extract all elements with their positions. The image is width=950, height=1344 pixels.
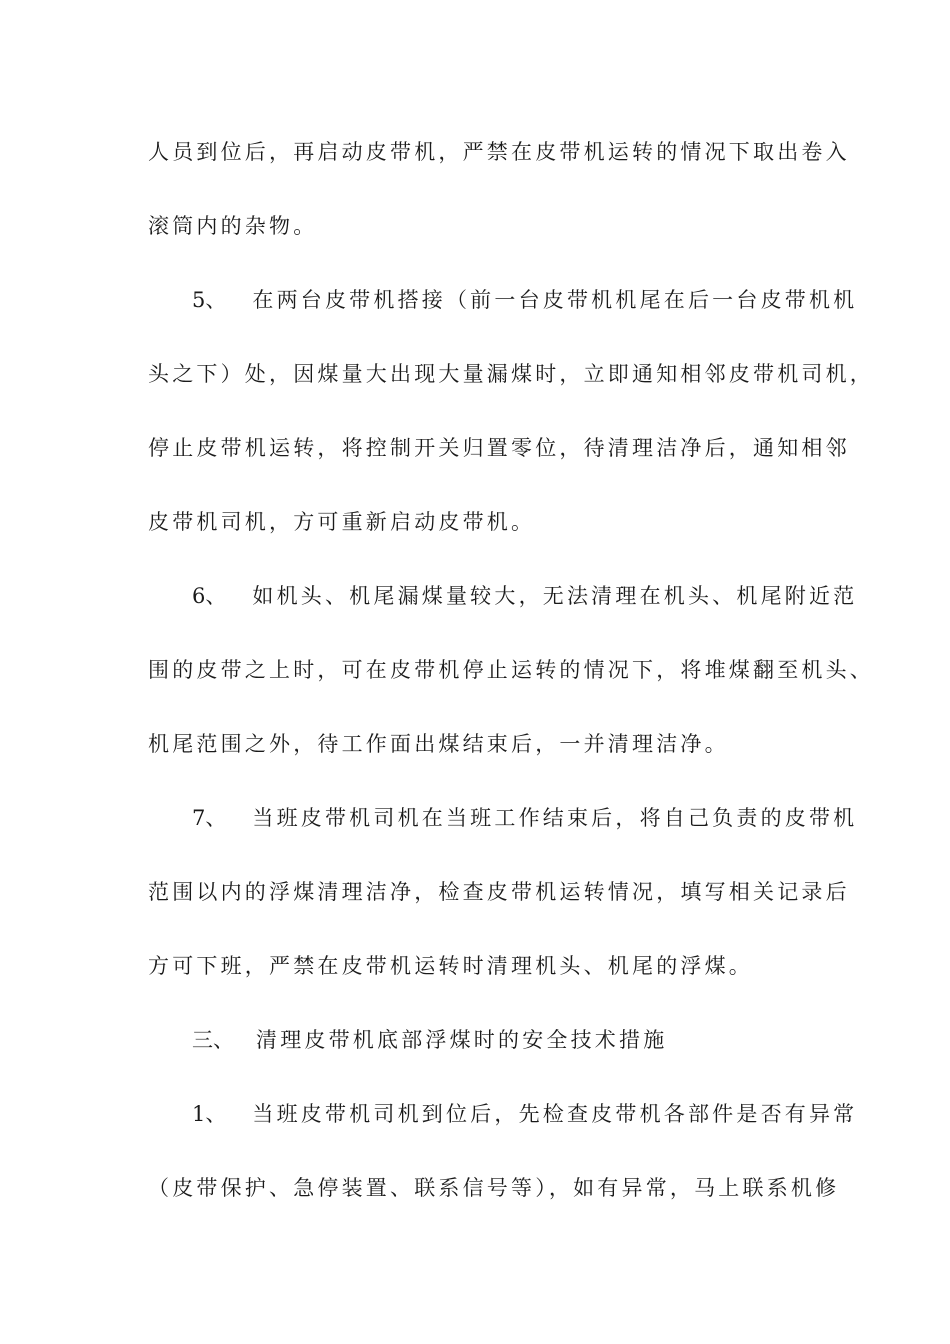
line-text: 滚筒内的杂物。 (148, 214, 318, 238)
paragraph-line (148, 730, 729, 758)
section-number: 三、 (192, 1028, 234, 1052)
line-text: 在两台皮带机搭接（前一台皮带机机尾在后一台皮带机机 (252, 288, 858, 312)
paragraph-line (148, 360, 874, 388)
paragraph-line (148, 952, 753, 980)
line-text: 范围以内的浮煤清理洁净，检查皮带机运转情况，填写相关记录后 (148, 880, 850, 904)
line-text: 头之下）处，因煤量大出现大量漏煤时，立即通知相邻皮带机司机， (148, 362, 874, 386)
list-item-5 (192, 286, 857, 314)
paragraph-line (148, 434, 850, 462)
line-text: 皮带机司机，方可重新启动皮带机。 (148, 510, 536, 534)
list-item-6 (192, 582, 857, 610)
line-text: 方可下班，严禁在皮带机运转时清理机头、机尾的浮煤。 (148, 954, 753, 978)
paragraph-line (148, 878, 850, 906)
list-number: 7、 (192, 806, 227, 830)
paragraph-line (148, 212, 317, 240)
paragraph-line (148, 508, 535, 536)
list-number: 5、 (192, 288, 227, 312)
section-heading (192, 1026, 667, 1054)
list-number: 6、 (192, 584, 227, 608)
paragraph-line (148, 656, 874, 684)
line-text: 人员到位后，再启动皮带机，严禁在皮带机运转的情况下取出卷入 (148, 140, 850, 164)
line-text: 如机头、机尾漏煤量较大，无法清理在机头、机尾附近范 (252, 584, 858, 608)
section-title: 清理皮带机底部浮煤时的安全技术措施 (256, 1028, 668, 1052)
line-text: 当班皮带机司机在当班工作结束后，将自己负责的皮带机 (252, 806, 858, 830)
list-item-7 (192, 804, 857, 832)
line-text: （皮带保护、急停装置、联系信号等），如有异常，马上联系机修 (148, 1176, 840, 1200)
list-number: 1、 (192, 1102, 227, 1126)
list-item-1 (192, 1100, 857, 1128)
paragraph-line (148, 1174, 839, 1202)
line-text: 围的皮带之上时，可在皮带机停止运转的情况下，将堆煤翻至机头、 (148, 658, 874, 682)
line-text: 机尾范围之外，待工作面出煤结束后，一并清理洁净。 (148, 732, 729, 756)
line-text: 当班皮带机司机到位后，先检查皮带机各部件是否有异常 (252, 1102, 858, 1126)
paragraph-line (148, 138, 850, 166)
line-text: 停止皮带机运转，将控制开关归置零位，待清理洁净后，通知相邻 (148, 436, 850, 460)
